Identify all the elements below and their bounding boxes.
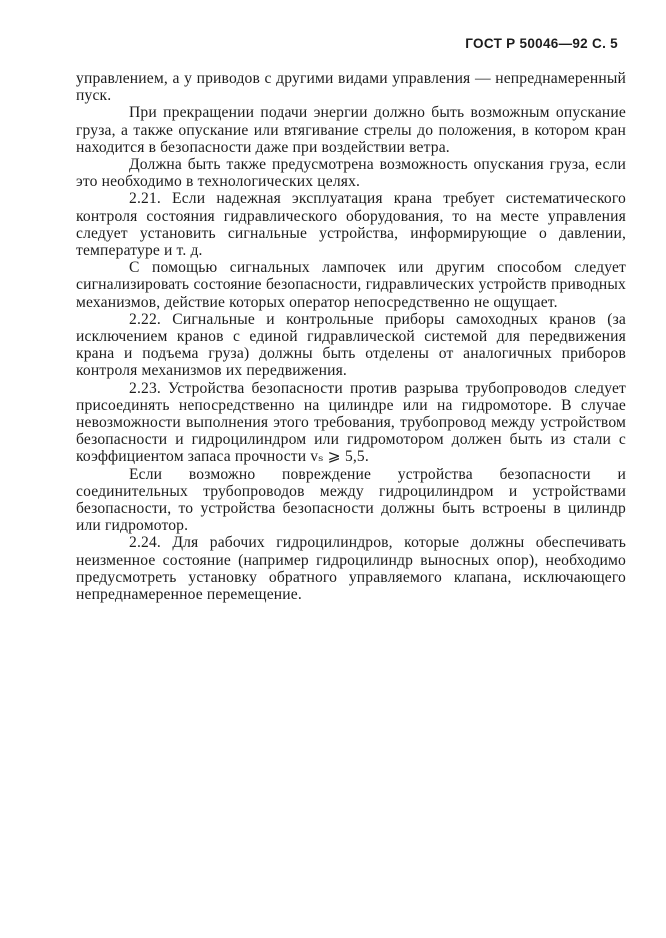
paragraph-clause-2-22: 2.22. Сигнальные и контрольные приборы самоходных кранов (за исключением кранов с единой гидравлической системой для передвижения крана и подъема груза) должны быть отделены от аналогичных приборов контроля механизмов их передвижения. [76, 310, 626, 380]
paragraph-power-loss: При прекращении подачи энергии должно быть возможным опускание груза, а также опускание или втягивание стрелы до положения, в котором кран находится в безопасности даже при воздействии ветра. [76, 104, 626, 156]
paragraph-continuation: управлением, а у приводов с другими видами управления — непреднамеренный пуск. [76, 70, 626, 105]
page-header [465, 36, 618, 51]
paragraph-load-lowering: Должна быть также предусмотрена возможность опускания груза, если это необходимо в технологических целях. [76, 156, 626, 191]
paragraph-clause-2-21: 2.21. Если надежная эксплуатация крана требует систематического контроля состояния гидравлического оборудования, то на месте управления следует установить сигнальные устройства, информирующие о давлении, температуре и т. д. [76, 190, 626, 260]
paragraph-clause-2-23: 2.23. Устройства безопасности против разрыва трубопроводов следует присоединять непосредственно на цилиндре или на гидромоторе. В случае невозможности выполнения этого требования, трубопровод между устройством безопасности и гидроцилиндром или гидромотором должен быть из стали с коэффициентом запаса прочности vₛ ⩾ 5,5. [76, 379, 626, 466]
standard-page-label: ГОСТ Р 50046—92 С. 5 [465, 36, 618, 51]
paragraph-safety-devices: Если возможно повреждение устройства безопасности и соединительных трубопроводов между гидроцилиндром и устройствами безопасности, то устройства безопасности должны быть встроены в цилиндр или гидромотор. [76, 465, 626, 535]
paragraph-clause-2-24: 2.24. Для рабочих гидроцилиндров, которые должны обеспечивать неизменное состояние (например гидроцилиндр выносных опор), необходимо предусмотреть установку обратного управляемого клапана, исключающего непреднамеренное перемещение. [76, 534, 626, 604]
paragraph-signal-lamps: С помощью сигнальных лампочек или другим способом следует сигнализировать состояние безопасности, гидравлических устройств приводных механизмов, действие которых оператор непосредственно не ощущает. [76, 259, 626, 311]
document-body [76, 70, 626, 603]
